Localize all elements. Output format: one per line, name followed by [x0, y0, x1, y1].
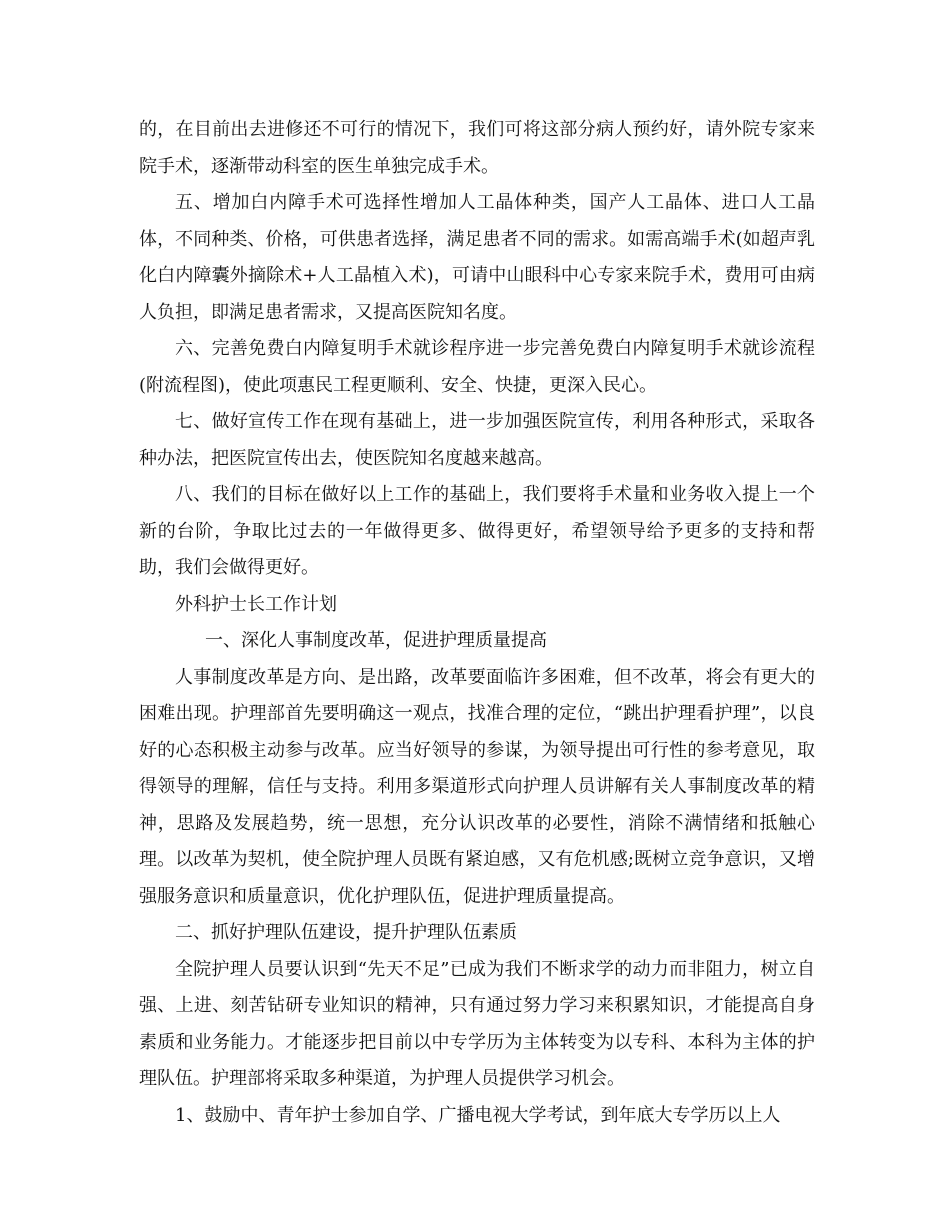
document-body — [139, 112, 815, 1134]
section-heading-2: 二、抓好护理队伍建设，提升护理队伍素质 — [175, 922, 517, 943]
section-heading-1: 一、深化人事制度改革，促进护理质量提高 — [205, 630, 547, 651]
paragraph-item-8: 八、我们的目标在做好以上工作的基础上，我们要将手术量和业务收入提上一个新的台阶，争取比过去的一年做得更多、做得更好，希望领导给予更多的支持和帮助，我们会做得更好。 — [139, 484, 815, 578]
paragraph-item-5: 五、增加白内障手术可选择性增加人工晶体种类，国产人工晶体、进口人工晶体，不同种类、价格，可供患者选择，满足患者不同的需求。如需高端手术(如超声乳化白内障囊外摘除术+人工晶植入术)，可请中山眼科中心专家来院手术，费用可由病人负担，即满足患者需求，又提高医院知名度。 — [139, 192, 815, 323]
paragraph-item-6: 六、完善免费白内障复明手术就诊程序进一步完善免费白内障复明手术就诊流程(附流程图)，使此项惠民工程更顺利、安全、快捷，更深入民心。 — [139, 338, 815, 396]
paragraph-team: 全院护理人员要认识到“先天不足”已成为我们不断求学的动力而非阻力，树立自强、上进、刻苦钻研专业知识的精神，只有通过努力学习来积累知识，才能提高自身素质和业务能力。才能逐步把目前以中专学历为主体转变为以专科、本科为主体的护理队伍。护理部将采取多种渠道，为护理人员提供学习机会。 — [139, 958, 815, 1089]
section-title: 外科护士长工作计划 — [175, 593, 337, 615]
paragraph-item-7: 七、做好宣传工作在现有基础上，进一步加强医院宣传，利用各种形式，采取各种办法，把医院宣传出去，使医院知名度越来越高。 — [139, 411, 815, 469]
paragraph-reform: 人事制度改革是方向、是出路，改革要面临许多困难，但不改革，将会有更大的困难出现。护理部首先要明确这一观点，找准合理的定位，“跳出护理看护理”，以良好的心态积极主动参与改革。应当好领导的参谋，为领导提出可行性的参考意见，取得领导的理解，信任与支持。利用多渠道形式向护理人员讲解有关人事制度改革的精神，思路及发展趋势，统一思想，充分认识改革的必要性，消除不满情绪和抵触心理。以改革为契机，使全院护理人员既有紧迫感，又有危机感;既树立竞争意识，又增强服务意识和质量意识，优化护理队伍，促进护理质量提高。 — [139, 666, 815, 907]
paragraph-list-item-1: 1、鼓励中、青年护士参加自学、广播电视大学考试，到年底大专学历以上人 — [175, 1104, 781, 1126]
paragraph-continuation: 的，在目前出去进修还不可行的情况下，我们可将这部分病人预约好，请外院专家来院手术，逐渐带动科室的医生单独完成手术。 — [139, 119, 815, 177]
